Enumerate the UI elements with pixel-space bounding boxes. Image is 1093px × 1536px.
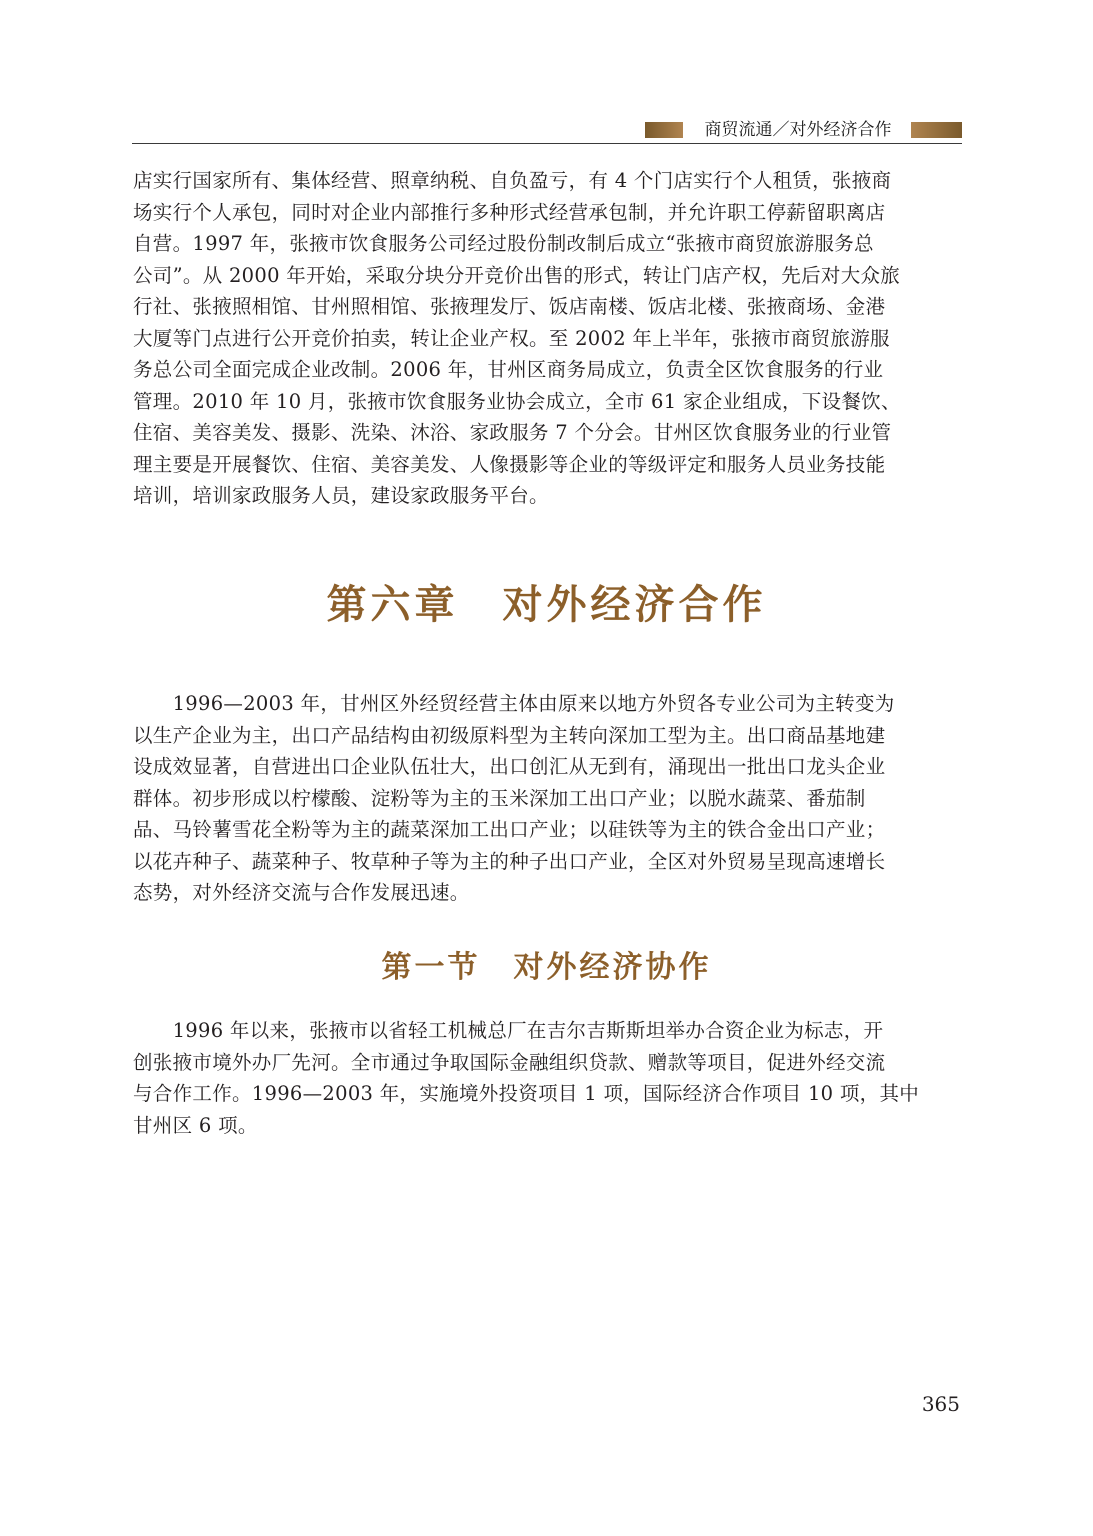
text-line: 务总公司全面完成企业改制。2006 年，甘州区商务局成立，负责全区饮食服务的行业 — [133, 358, 884, 381]
text-line: 以生产企业为主，出口产品结构由初级原料型为主转向深加工型为主。出口商品基地建 — [133, 723, 886, 747]
text-line: 1996 年以来，张掖市以省轻工机械总厂在吉尔吉斯斯坦举办合资企业为标志，开 — [133, 1019, 884, 1042]
page-number: 365 — [921, 1392, 960, 1416]
text-line: 创张掖市境外办厂先河。全市通过争取国际金融组织贷款、赠款等项目，促进外经交流 — [133, 1050, 886, 1074]
header-decor-bar-right — [911, 122, 962, 138]
text-line: 态势，对外经济交流与合作发展迅速。 — [133, 881, 470, 904]
text-line: 群体。初步形成以柠檬酸、淀粉等为主的玉米深加工出口产业；以脱水蔬菜、番茄制 — [133, 786, 866, 810]
running-header-title: 商贸流通／对外经济合作 — [704, 120, 892, 140]
text-line: 自营。1997 年，张掖市饮食服务公司经过股份制改制后成立“张掖市商贸旅游服务总 — [133, 232, 874, 255]
body-paragraph-3 — [133, 1015, 963, 1141]
text-line: 品、马铃薯雪花全粉等为主的蔬菜深加工出口产业；以硅铁等为主的铁合金出口产业； — [133, 818, 886, 841]
text-line: 公司”。从 2000 年开始，采取分块分开竞价出售的形式，转让门店产权，先后对大众旅 — [133, 263, 901, 287]
text-line: 行社、张掖照相馆、甘州照相馆、张掖理发厅、饭店南楼、饭店北楼、张掖商场、金港 — [133, 295, 886, 318]
section-title: 第一节 对外经济协作 — [381, 950, 712, 985]
text-line: 培训，培训家政服务人员，建设家政服务平台。 — [133, 484, 549, 507]
text-line: 店实行国家所有、集体经营、照章纳税、自负盈亏，有 4 个门店实行个人租赁，张掖商 — [133, 169, 892, 192]
text-line: 甘州区 6 项。 — [133, 1113, 258, 1137]
text-line: 设成效显著，自营进出口企业队伍壮大，出口创汇从无到有，涌现出一批出口龙头企业 — [133, 755, 886, 778]
text-line: 理主要是开展餐饮、住宿、美容美发、人像摄影等企业的等级评定和服务人员业务技能 — [133, 452, 886, 476]
text-line: 住宿、美容美发、摄影、洗染、沐浴、家政服务 7 个分会。甘州区饮食服务业的行业管 — [133, 421, 892, 444]
text-line: 以花卉种子、蔬菜种子、牧草种子等为主的种子出口产业，全区对外贸易呈现高速增长 — [133, 849, 886, 873]
text-line: 1996—2003 年，甘州区外经贸经营主体由原来以地方外贸各专业公司为主转变为 — [133, 692, 895, 715]
text-line: 场实行个人承包，同时对企业内部推行多种形式经营承包制，并允许职工停薪留职离店 — [133, 200, 886, 224]
body-paragraph-2 — [133, 688, 963, 909]
text-line: 大厦等门点进行公开竞价拍卖，转让企业产权。至 2002 年上半年，张掖市商贸旅游服 — [133, 326, 890, 350]
text-line: 与合作工作。1996—2003 年，实施境外投资项目 1 项，国际经济合作项目 10 项，其中 — [133, 1082, 920, 1105]
body-paragraph-1 — [133, 165, 963, 512]
chapter-title: 第六章 对外经济合作 — [326, 582, 767, 628]
text-line: 管理。2010 年 10 月，张掖市饮食服务业协会成立，全市 61 家企业组成，下设餐饮、 — [133, 389, 901, 413]
header-rule — [132, 143, 962, 144]
header-decor-bar-left — [645, 122, 683, 138]
